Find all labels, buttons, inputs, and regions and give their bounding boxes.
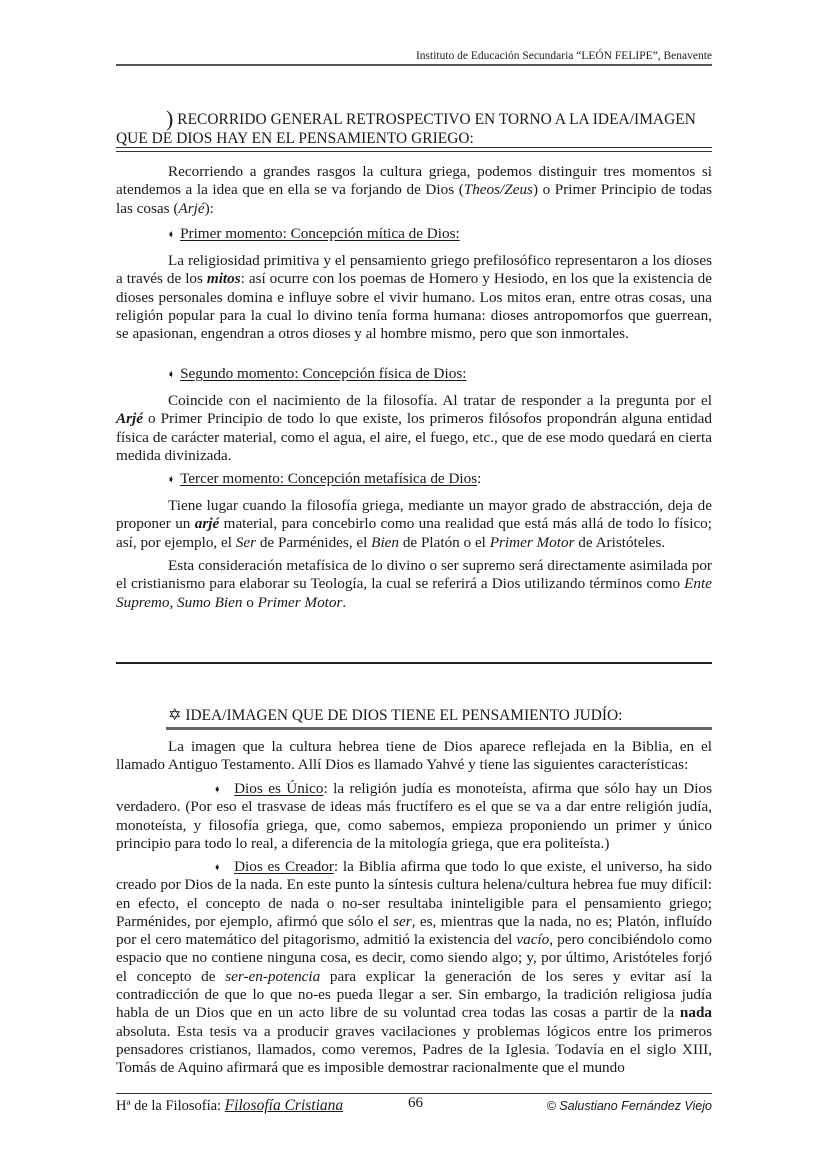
moment-3-text: Tiene lugar cuando la filosofía griega, mediante un mayor grado de abstracción, deja de proponer un arjé material, para concebirlo como una realidad que está más allá de todo lo físico; así, por ejemplo, el Ser de Parménides, el Bien de Platón o el Primer Motor de Aristóteles.	[116, 497, 712, 551]
trait-unique-paragraph: ➧ Dios es Único: la religión judía es monoteísta, afirma que sólo hay un Dios verdadero. (Por eso el trasvase de ideas más fructífero es el que se va a dar entre religión judía, monoteísta, y filosofía griega, que, como sabemos, empieza proponiendo un primer y único principio para todo lo real, a diferencia de la mitología griega, que era politeísta.)	[116, 780, 712, 852]
arrow-bullet-icon: ➧	[213, 782, 221, 796]
moment-1-text: La religiosidad primitiva y el pensamiento griego prefilosófico representaron a los dioses a través de los mitos: así ocurre con los poemas de Homero y Hesiodo, en los que la existencia de dioses personales domina e influye sobre el vivir humano. Los mitos eran, entre otras cosas, una religión popular para la cual lo divino tenía forma humana: dioses antropomorfos que guerrean, se apasionan, engendran a otros dioses y al hombre mismo, pero que son inmortales.	[116, 252, 713, 343]
arrow-bullet-icon: ➧	[213, 860, 221, 874]
title-double-rule	[116, 147, 712, 152]
moment-2-text: Coincide con el nacimiento de la filosofía. Al tratar de responder a la pregunta por el Arjé o Primer Principio de todo lo que existe, los primeros filósofos propondrán alguna entidad física de carácter material, como el agua, el aire, el fuego, etc., que de ese modo quedará en cierta medida divinizada.	[116, 392, 712, 464]
footer-author: © Salustiano Fernández Viejo	[546, 1099, 712, 1113]
moment-2-heading: ➧ Segundo momento: Concepción física de Dios:	[167, 365, 467, 382]
section-title-line2: QUE DE DIOS HAY EN EL PENSAMIENTO GRIEGO:	[116, 130, 474, 147]
arrow-bullet-icon: ➧	[167, 367, 175, 381]
running-header: Instituto de Educación Secundaria “LEÓN FELIPE”, Benavente	[415, 50, 712, 62]
footer-rule	[116, 1093, 712, 1094]
paren-icon: )	[166, 106, 174, 131]
jewish-intro-paragraph: La imagen que la cultura hebrea tiene de Dios aparece reflejada en la Biblia, en el llamado Antiguo Testamento. Allí Dios es llamado Yahvé y tiene las siguientes características:	[116, 738, 712, 774]
moment-3-heading: ➧ Tercer momento: Concepción metafísica de Dios:	[167, 470, 482, 487]
header-rule	[116, 64, 712, 66]
section-greek-title	[116, 107, 712, 148]
intro-paragraph: Recorriendo a grandes rasgos la cultura griega, podemos distinguir tres momentos si atendemos a la idea que en ella se va forjando de Dios (Theos/Zeus) o Primer Principio de todas las cosas (Arjé):	[116, 163, 712, 217]
moment-1-heading: ➧ Primer momento: Concepción mítica de Dios:	[167, 225, 460, 242]
footer-course: Hª de la Filosofía: Filosofía Cristiana	[116, 1097, 344, 1114]
arrow-bullet-icon: ➧	[167, 227, 175, 241]
page-number: 66	[408, 1095, 423, 1111]
arrow-bullet-icon: ➧	[167, 472, 175, 486]
trait-creator-paragraph: ➧ Dios es Creador: la Biblia afirma que todo lo que existe, el universo, ha sido creado por Dios de la nada. En este punto la síntesis cultura helena/cultura hebrea fue muy difícil: en efecto, el concepto de nada o no-ser resultaba ininteligible para el pensamiento griego; Parménides, por ejemplo, afirmó que sólo el ser, es, mientras que la nada, no es; Platón, influído por el cero matemático del pitagorismo, admitió la existencia del vacío, pero concibiéndolo como espacio que no contiene ninguna cosa, es decir, como siendo algo; y, por último, Aristóteles forjó el concepto de ser-en-potencia para explicar la generación de los seres y evitar así la contradicción de que lo que no-es pueda llegar a ser. Sin embargo, la tradición religiosa judía habla de un Dios que en un acto libre de su voluntad crea todas las cosas a partir de la nada absoluta. Esta tesis va a producir graves vacilaciones y problemas lógicos entre los primeros pensadores cristianos, llamados, como veremos, Padres de la Iglesia. Todavía en el siglo XIII, Tomás de Aquino afirmará que es imposible demostrar racionalmente que el mundo	[116, 858, 712, 1077]
section-separator	[116, 662, 712, 664]
section-title-line1: RECORRIDO GENERAL RETROSPECTIVO EN TORNO A LA IDEA/IMAGEN	[173, 111, 696, 128]
closing-paragraph: Esta consideración metafísica de lo divino o ser supremo será directamente asimilada por el cristianismo para elaborar su Teología, la cual se referirá a Dios utilizando términos como Ente Supremo, Sumo Bien o Primer Motor.	[116, 557, 712, 611]
section-title-rule	[166, 727, 712, 730]
star-of-david-icon: ✡	[168, 707, 182, 724]
section-jewish-title: ✡ IDEA/IMAGEN QUE DE DIOS TIENE EL PENSAMIENTO JUDÍO:	[168, 707, 623, 724]
